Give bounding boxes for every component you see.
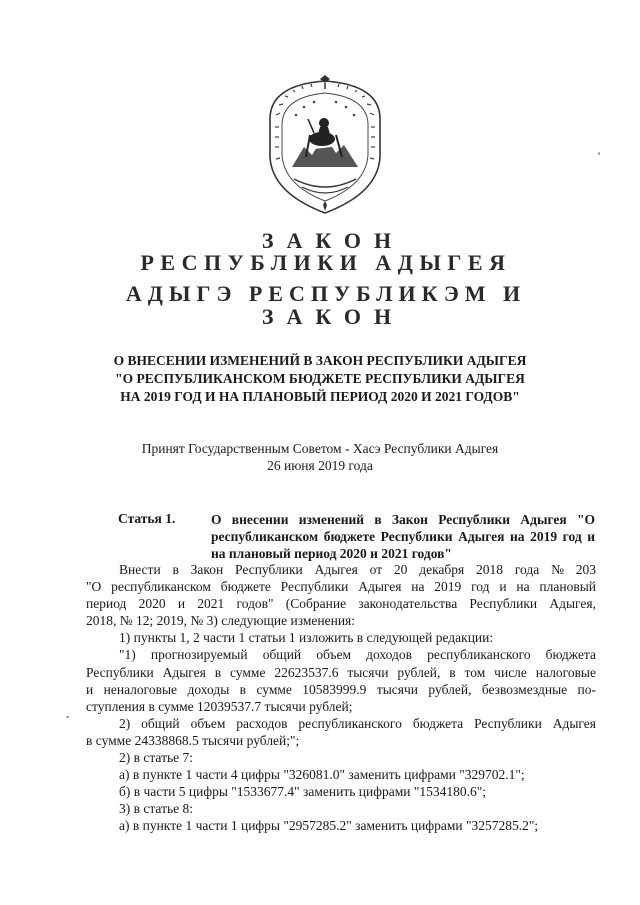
heading-line: НА 2019 ГОД И НА ПЛАНОВЫЙ ПЕРИОД 2020 И 2021 ГОДОВ" [120,389,520,404]
adoption-note [60,440,580,474]
body-line: б) в части 5 цифры "1533677.4" заменить цифрами "1534180.6"; [119,784,487,800]
adoption-body: Принят Государственным Советом - Хасэ Республики Адыгея [141,441,499,456]
body-line: Внести в Закон Республики Адыгея от 20 декабря 2018 года № 203 [119,562,596,577]
law-title-line-3: АДЫГЭ РЕСПУБЛИКЭМ И [125,281,527,306]
body-line: "1) прогнозируемый общий объем доходов республиканского бюджета [119,647,596,663]
body-line: Республики Адыгея в сумме 22623537.6 тысячи рублей, в том числе налоговые [86,664,596,680]
adoption-date: 26 июня 2019 года [267,458,373,473]
coat-of-arms-emblem [262,75,388,221]
heading-line: "О РЕСПУБЛИКАНСКОМ БЮДЖЕТЕ РЕСПУБЛИКИ АДЫГЕЯ [115,371,525,386]
body-line: 2) общий объем расходов республиканского бюджета Республики Адыгея [119,715,596,731]
law-title-line-1: ЗАКОН [261,228,405,253]
law-title-line-4: ЗАКОН [261,304,405,329]
body-line: "О республиканском бюджете Республики Адыгея на 2019 год и на плановый [86,579,596,595]
article-body [86,561,596,835]
body-line: а) в пункте 1 части 4 цифры "326081.0" заменить цифрами "329702.1"; [119,767,525,783]
law-heading [60,352,580,406]
body-line: 2018, № 12; 2019, № 3) следующие изменения: [86,613,356,629]
article-title: О внесении изменений в Закон Республики Адыгея "О республиканском бюджете Республики Адыгея на 2019 год и на плановый период 2020 и 2021 годов" [211,512,595,561]
body-line: 2) в статье 7: [119,750,193,766]
body-line: 1) пункты 1, 2 части 1 статьи 1 изложить в следующей редакции: [119,630,494,646]
body-line: 3) в статье 8: [119,801,193,817]
scan-speck [598,152,600,155]
body-line: ступления в сумме 12039537.7 тысячи рублей; [86,698,353,714]
article-number: Статья 1. [118,511,176,526]
scan-speck [66,716,69,718]
law-title-line-2: РЕСПУБЛИКИ АДЫГЕЯ [140,250,512,275]
heading-line: О ВНЕСЕНИИ ИЗМЕНЕНИЙ В ЗАКОН РЕСПУБЛИКИ АДЫГЕЯ [113,353,527,368]
body-line: а) в пункте 1 части 1 цифры "2957285.2" заменить цифрами "3257285.2"; [119,818,539,834]
body-line: в сумме 24338868.5 тысячи рублей;"; [86,732,300,748]
body-line: и неналоговые доходы в сумме 10583999.9 тысячи рублей, безвозмездные по- [86,681,596,697]
body-line: период 2020 и 2021 годов" (Собрание законодательства Республики Адыгея, [86,596,596,612]
